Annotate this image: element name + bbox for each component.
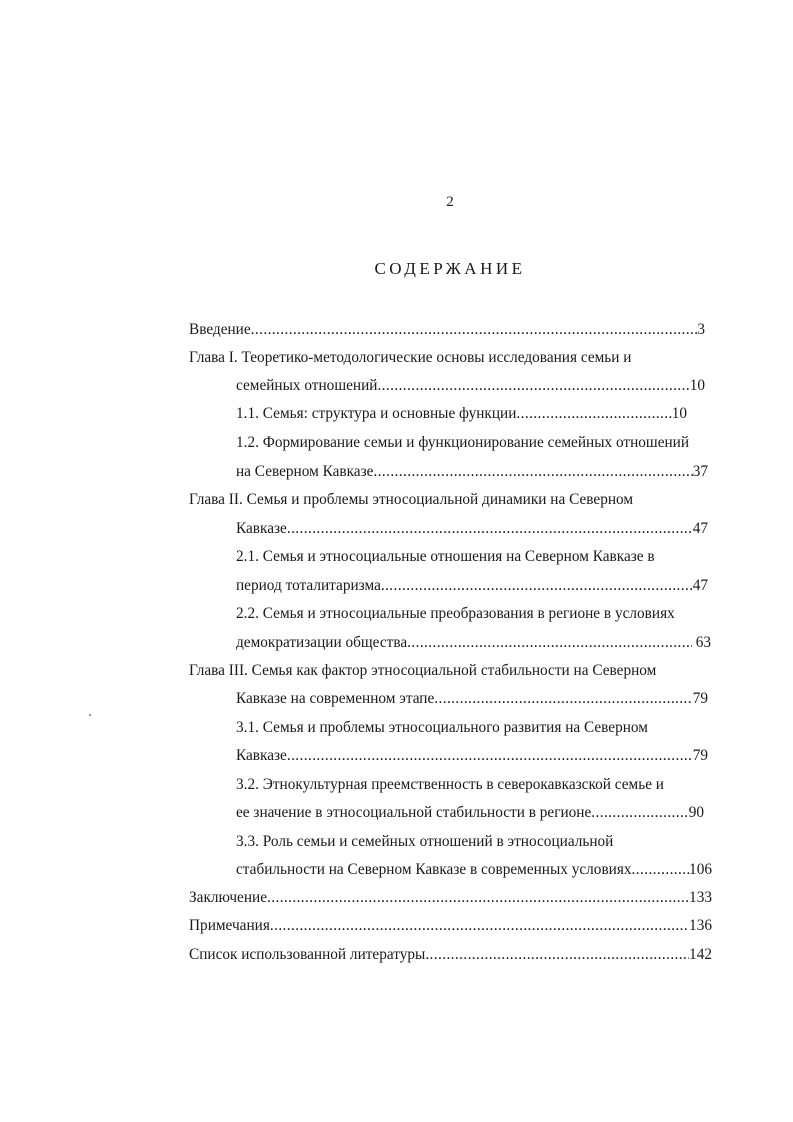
toc-entry-text: 2.1. Семья и этносоциальные отношения на Северном Кавказе в [236, 548, 655, 565]
toc-entry-chapter-1-cont [236, 376, 705, 396]
toc-entry-page: 79 [692, 747, 708, 764]
toc-entry-text: Глава III. Семья как фактор этносоциальной стабильности на Северном [189, 662, 657, 679]
toc-dot-leader [591, 803, 688, 823]
toc-entry-page: 133 [689, 889, 712, 906]
toc-entry-section-1-1 [236, 404, 687, 424]
toc-entry-section-3-3-cont [236, 860, 712, 880]
toc-entry-text: Введение [189, 321, 251, 338]
toc-entry-chapter-3-cont [236, 689, 708, 709]
toc-entry-notes [189, 916, 712, 936]
toc-entry-chapter-1 [189, 348, 631, 368]
toc-entry-page: 3 [697, 321, 705, 338]
toc-entry-page: 37 [692, 463, 708, 480]
toc-entry-text: Список использованной литературы [189, 946, 426, 963]
toc-dot-leader [632, 860, 690, 880]
toc-entry-page: 106 [689, 861, 712, 878]
toc-entry-section-3-2-cont [236, 803, 704, 823]
toc-entry-section-3-1 [236, 718, 648, 738]
toc-dot-leader [425, 945, 689, 965]
toc-entry-page: 47 [692, 577, 708, 594]
toc-entry-text: 2.2. Семья и этносоциальные преобразования в регионе в условиях [236, 605, 675, 622]
toc-entry-conclusion [189, 888, 712, 908]
toc-entry-chapter-2 [189, 490, 633, 510]
toc-entry-text: 1.1. Семья: структура и основные функции [236, 405, 517, 422]
toc-dot-leader [377, 376, 689, 396]
toc-dot-leader [287, 519, 693, 539]
toc-entry-page: 90 [688, 804, 704, 821]
toc-entry-text: демократизации общества [236, 634, 408, 651]
toc-entry-bibliography [189, 945, 712, 965]
toc-entry-text: период тоталитаризма [236, 577, 381, 594]
toc-dot-leader [373, 462, 692, 482]
toc-entry-page: 142 [689, 946, 712, 963]
toc-entry-page: 136 [689, 917, 712, 934]
toc-entry-text: 3.3. Роль семьи и семейных отношений в этносоциальной [236, 833, 614, 850]
toc-entry-text: 1.2. Формирование семьи и функционирование семейных отношений [236, 434, 690, 451]
toc-entry-section-2-2 [236, 604, 675, 624]
toc-entry-chapter-2-cont [236, 519, 708, 539]
toc-entry-text: Примечания [189, 917, 270, 934]
toc-entry-text: 3.1. Семья и проблемы этносоциального развития на Северном [236, 719, 648, 736]
toc-entry-section-1-2-cont [236, 462, 708, 482]
toc-entry-text: Кавказе [236, 520, 287, 537]
toc-entry-section-2-1 [236, 547, 655, 567]
scan-speck [89, 714, 91, 716]
toc-entry-introduction [189, 320, 705, 340]
toc-entry-section-3-3 [236, 832, 613, 852]
toc-entry-section-2-2-cont [236, 633, 711, 653]
toc-entry-text: стабильности на Северном Кавказе в современных условиях [236, 861, 632, 878]
toc-entry-text: Глава II. Семья и проблемы этносоциальной динамики на Северном [189, 491, 634, 508]
page-number: 2 [446, 194, 454, 210]
toc-entry-section-2-1-cont [236, 576, 708, 596]
toc-entry-chapter-3 [189, 661, 656, 681]
toc-entry-text: Кавказе на современном этапе [236, 690, 435, 707]
toc-entry-text: Кавказе [236, 747, 287, 764]
toc-dot-leader [516, 404, 671, 424]
toc-entry-text: ее значение в этносоциальной стабильности в регионе [236, 804, 592, 821]
toc-entry-page: 79 [692, 690, 708, 707]
toc-entry-page: 47 [692, 520, 708, 537]
toc-dot-leader [381, 576, 693, 596]
toc-dot-leader [287, 746, 693, 766]
toc-entry-text: Глава I. Теоретико-методологические основы исследования семьи и [189, 349, 632, 366]
toc-entry-section-3-1-cont [236, 746, 708, 766]
toc-entry-page: 63 [691, 634, 711, 651]
toc-dot-leader [270, 916, 689, 936]
toc-entry-page: 10 [689, 377, 705, 394]
toc-entry-text: 3.2. Этнокультурная преемственность в северокавказской семье и [236, 776, 664, 793]
page-title: СОДЕРЖАНИЕ [374, 259, 526, 278]
toc-entry-section-3-2 [236, 775, 664, 795]
toc-entry-text: семейных отношений [236, 377, 378, 394]
toc-entry-text: на Северном Кавказе [236, 463, 374, 480]
toc-dot-leader [434, 689, 692, 709]
toc-entry-page: 10 [671, 405, 687, 422]
toc-dot-leader [251, 320, 698, 340]
toc-entry-text: Заключение [189, 889, 268, 906]
toc-dot-leader [267, 888, 689, 908]
toc-dot-leader [407, 633, 692, 653]
toc-entry-section-1-2 [236, 433, 689, 453]
